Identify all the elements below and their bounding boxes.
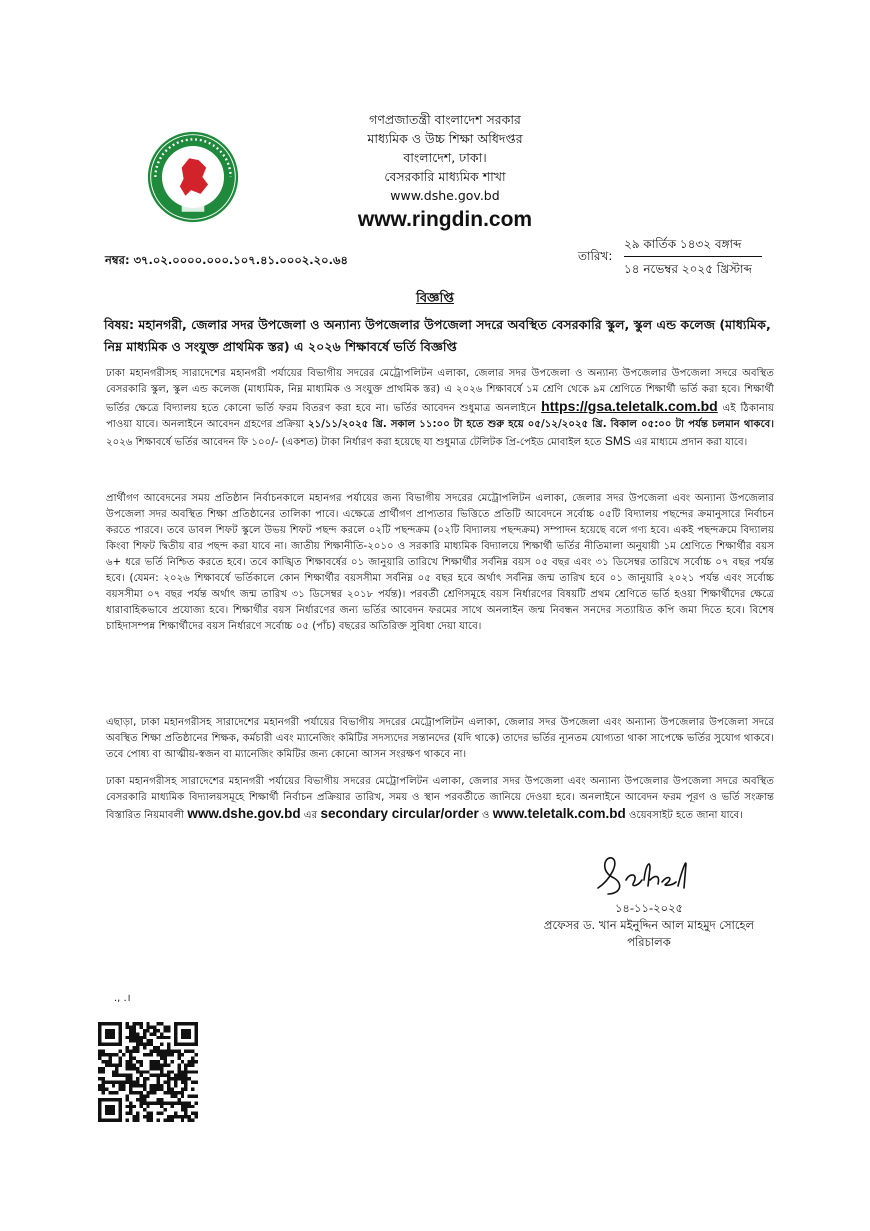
signatory-title: পরিচালক: [627, 935, 671, 949]
date-bangla: ২৯ কার্তিক ১৪৩২ বঙ্গাব্দ: [624, 237, 742, 251]
paragraph-further-info: [106, 774, 774, 824]
date-label: তারিখ:: [578, 249, 613, 263]
subject-text: মহানগরী, জেলার সদর উপজেলা ও অন্যান্য উপজেলার উপজেলা সদরে অবস্থিত বেসরকারি স্কুল, স্কুল এন্ড কলেজ (মাধ্যমিক, নিম্ন মাধ্যমিক ও সংযুক্ত প্রাথমিক স্তর) এ ২০২৬ শিক্ষাবর্ষে ভর্তি বিজ্ঞপ্তি: [104, 317, 771, 354]
handwritten-signature: [590, 850, 708, 900]
memo-number: নম্বর: ৩৭.০২.০০০০.০০০.১০৭.৪১.০০০২.২০.৬৪: [105, 253, 348, 267]
p4-text-d: ওয়েবসাইট হতে জানা যাবে।: [629, 810, 743, 821]
p1-deadline: ২১/১১/২০২৫ খ্রি. সকাল ১১:০০ টা হতে শুরু হয়ে ০৫/১২/২০২৫ খ্রি. বিকাল ০৫:০০ টা পর্যন্ত চলমান থাকবে।: [307, 419, 774, 430]
subject-label: বিষয়:: [104, 317, 135, 332]
subject-line: [104, 314, 772, 358]
stray-marks: ., .।: [114, 993, 131, 1004]
sign-date: ১৪-১১-২০২৫: [614, 901, 684, 915]
qr-code-icon: [98, 1022, 198, 1122]
header-line-branch: বেসরকারি মাধ্যমিক শাখা: [384, 169, 506, 184]
office-header: [300, 110, 590, 233]
header-line-location: বাংলাদেশ, ঢাকা।: [403, 150, 487, 165]
header-line-government: গণপ্রজাতন্ত্রী বাংলাদেশ সরকার: [369, 112, 521, 127]
dshe-link[interactable]: www.dshe.gov.bd: [187, 806, 301, 821]
circular-order-text: secondary circular/order: [320, 806, 479, 821]
p4-text-b: এর: [303, 810, 318, 821]
application-link[interactable]: https://gsa.teletalk.com.bd: [541, 398, 718, 414]
date-gregorian: ১৪ নভেম্বর ২০২৫ খ্রিস্টাব্দ: [624, 262, 752, 276]
header-line-directorate: মাধ্যমিক ও উচ্চ শিক্ষা অধিদপ্তর: [367, 131, 523, 146]
paragraph-staff-children: এছাড়া, ঢাকা মহানগরীসহ সারাদেশের মহানগরী পর্যায়ের বিভাগীয় সদরের মেট্রোপলিটন এলাকা, জেলার সদর উপজেলা এবং অন্যান্য উপজেলার উপজেলা সদরে অবস্থিত শিক্ষা প্রতিষ্ঠানের শিক্ষক, কর্মচারী এবং ম্যানেজিং কমিটির সদস্যদের সন্তানদের (যদি থাকে) তাদের ভর্তির ন্যূনতম যোগ্যতা থাকা সাপেক্ষে ভর্তির সুযোগ থাকবে। তবে পোষ্য বা আত্মীয়-স্বজন বা ম্যানেজিং কমিটির জন্য কোনো আসন সংরক্ষণ থাকবে না।: [106, 717, 774, 760]
p1-text-c: ২০২৬ শিক্ষাবর্ষে ভর্তির আবেদন ফি ১০০/- (একশত) টাকা নির্ধারণ করা হয়েছে যা শুধুমাত্র টেলিটক প্রি-পেইড মোবাইল হতে: [106, 437, 602, 448]
teletalk-link[interactable]: www.teletalk.com.bd: [492, 806, 626, 821]
header-line-dshe-site: www.dshe.gov.bd: [390, 188, 500, 203]
p1-text-a: ঢাকা মহানগরীসহ সারাদেশের মহানগরী পর্যায়ের বিভাগীয় সদরের মেট্রোপলিটন এলাকা, জেলার সদর উপজেলা ও অন্যান্য উপজেলার উপজেলা সদরে অবস্থিত বেসরকারি স্কুল, স্কুল এন্ড কলেজ (মাধ্যমিক, নিম্ন মাধ্যমিক ও সংযুক্ত প্রাথমিক স্তর) এ ২০২৬ শিক্ষাবর্ষে ১ম শ্রেণি থেকে ৯ম শ্রেণিতে শিক্ষার্থী ভর্তি করা হবে। শিক্ষার্থী ভর্তির ক্ষেত্রে বিদ্যালয় হতে কোনো ভর্তি ফরম বিতরণ করা হবে না। ভর্তির আবেদন শুধুমাত্র অনলাইনে: [106, 368, 774, 414]
signature-block: [484, 900, 814, 951]
date-block: [624, 232, 762, 281]
p1-text-d: এর মাধ্যমে প্রদান করা যাবে।: [634, 437, 748, 448]
p4-text-c: ও: [482, 810, 490, 821]
government-seal-icon: [146, 130, 240, 224]
signatory-name: প্রফেসর ড. খান মইনুদ্দিন আল মাহমুদ সোহেল: [543, 918, 755, 932]
p4-text-a: ঢাকা মহানগরীসহ সারাদেশের মহানগরী পর্যায়ের বিভাগীয় সদরের মেট্রোপলিটন এলাকা, জেলার সদর উপজেলা এবং অন্যান্য উপজেলার উপজেলা সদরে অবস্থিত বেসরকারি মাধ্যমিক বিদ্যালয়সমূহে শিক্ষার্থী নির্বাচন প্রক্রিয়ার তারিখ, সময় ও স্থান পরবর্তীতে জানিয়ে দেওয়া হবে। অনলাইনে আবেদন ফরম পূরণ ও ভর্তি সংক্রান্ত বিস্তারিত নিয়মাবলী: [106, 776, 774, 821]
notice-title: বিজ্ঞপ্তি: [416, 291, 454, 306]
p1-text-b: এই ঠিকানায় পাওয়া যাবে। অনলাইনে আবেদন গ্রহণের প্রক্রিয়া: [106, 403, 774, 430]
paragraph-selection-age: প্রার্থীগণ আবেদনের সময় প্রতিষ্ঠান নির্বাচনকালে মহানগর পর্যায়ের জন্য বিভাগীয় সদরের মেট্রোপলিটন এলাকা, জেলার সদর উপজেলা এবং অন্যান্য উপজেলার উপজেলা সদর অবস্থিত শিক্ষা প্রতিষ্ঠানের তালিকা পাবে। এক্ষেত্রে প্রার্থীগণ প্রাপ্যতার ভিত্তিতে প্রতিটি আবেদনে সর্বোচ্চ ০৫টি বিদ্যালয় পছন্দের ক্রমানুসারে নির্বাচন করতে পারবে। তবে ডাবল শিফট স্কুলে উভয় শিফট পছন্দ করলে ০২টি পছন্দক্রম (০২টি বিদ্যালয় পছন্দক্রম) সম্পাদন হয়েছে বলে গণ্য হবে। একই পছন্দক্রমে বিদ্যালয় কিংবা শিফট দ্বিতীয় বার পছন্দ করা যাবে না। জাতীয় শিক্ষানীতি-২০১০ ও সরকারি মাধ্যমিক বিদ্যালয়ে শিক্ষার্থী ভর্তির নীতিমালা অনুযায়ী ১ম শ্রেণিতে শিক্ষার্থীর বয়স ৬+ ধরে ভর্তি নিশ্চিত করতে হবে। তবে কাঙ্খিত শিক্ষাবর্ষের ০১ জানুয়ারি তারিখে শিক্ষার্থীর সর্বনিম্ন বয়স ০৫ বছর এবং ৩১ ডিসেম্বর তারিখে সর্বোচ্চ ০৭ বছর পর্যন্ত হবে। (যেমন: ২০২৬ শিক্ষাবর্ষে ভর্তিকালে কোন শিক্ষার্থীর বয়সসীমা সর্বনিম্ন ০৫ বছর হবে অর্থাৎ সর্বনিম্ন জন্ম তারিখ হবে ০১ জানুয়ারি ২০২১ পর্যন্ত এবং সর্বোচ্চ বয়সসীমা ০৭ বছর পর্যন্ত অর্থাৎ জন্ম তারিখ ৩১ ডিসেম্বর ২০১৮ পর্যন্ত)। পরবর্তী শ্রেণিসমূহে বয়স নির্ধারণের বিষয়টি প্রথম শ্রেণিতে ভর্তি হওয়া শিক্ষার্থীদের ক্ষেত্রে ধারাবাহিকভাবে প্রযোজ্য হবে। শিক্ষার্থীর বয়স নির্ধারণের জন্য ভর্তির আবেদন ফরমের সাথে অনলাইন জন্ম নিবন্ধন সনদের সত্যায়িত কপি জমা দিতে হবে। বিশেষ চাহিদাসম্পন্ন শিক্ষার্থীদের বয়স নির্ধারণে সর্বোচ্চ ০৫ (পাঁচ) বছরের অতিরিক্ত সুবিধা দেয়া যাবে।: [106, 493, 774, 632]
p1-sms: SMS: [604, 434, 631, 448]
header-website: www.ringdin.com: [357, 208, 533, 231]
paragraph-online-application: [106, 366, 774, 451]
